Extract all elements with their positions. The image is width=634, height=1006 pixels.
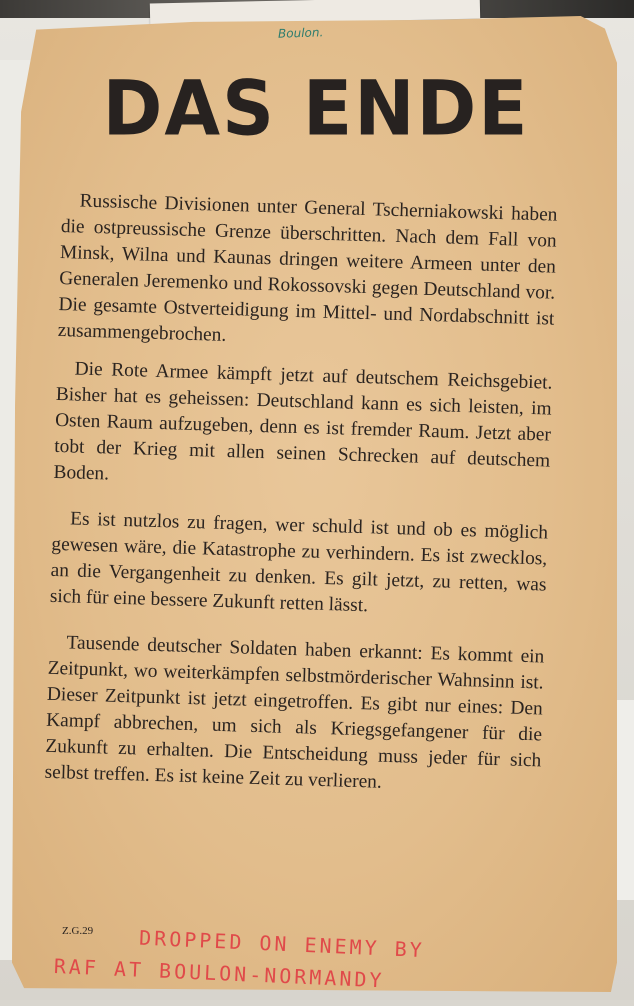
underlying-document-right: [616, 700, 634, 900]
note-line-2: RAF AT BOULON-NORMANDY: [53, 953, 386, 993]
paragraph: Die Rote Armee kämpft jetzt auf deutschem Reichsgebiet. Bisher hat es geheissen: Deutschland kann es sich leisten, im Osten Raum aufzugeben, denn es ist fremder Raum. Jetzt aber tobt der Krieg mit allen seinen Schrecken auf deutschem Boden.: [53, 358, 553, 485]
paragraph: Es ist nutzlos zu fragen, wer schuld ist und ob es möglich gewesen wäre, die Katastrophe zu verhindern. Es ist zwecklos, an die Vergangenheit zu denken. Es gilt jetzt, zu retten, was sich für eine bessere Zukunft retten lässt.: [49, 508, 549, 617]
leaflet-code: Z.G.29: [62, 925, 94, 937]
note-line-1: DROPPED ON ENEMY BY: [138, 925, 426, 963]
leaflet-body: [44, 188, 558, 812]
paragraph: Tausende deutscher Soldaten haben erkannt: Es kommt ein Zeitpunkt, wo weiterkämpfen selbstmörderischer Wahnsinn ist. Dieser Zeitpunkt ist jetzt eingetroffen. Es gibt nur eines: Den Kampf abbrechen, um sich als Kriegsgefangener für die Zukunft zu erhalten. Die Entscheidung muss jeder für sich selbst treffen. Es ist keine Zeit zu verlieren.: [44, 632, 545, 793]
handwritten-annotation: Boulon.: [277, 25, 324, 41]
headline: DAS ENDE: [102, 63, 530, 153]
paragraph: Russische Divisionen unter General Tscherniakowski haben die ostpreussische Grenze überschritten. Nach dem Fall von Minsk, Wilna und Kaunas dringen weitere Armeen unter den Generalen Jeremenko und Rokossovski gegen Deutschland vor. Die gesamte Ostverteidigung im Mittel- und Nordabschnitt ist zusammengebrochen.: [57, 190, 558, 346]
